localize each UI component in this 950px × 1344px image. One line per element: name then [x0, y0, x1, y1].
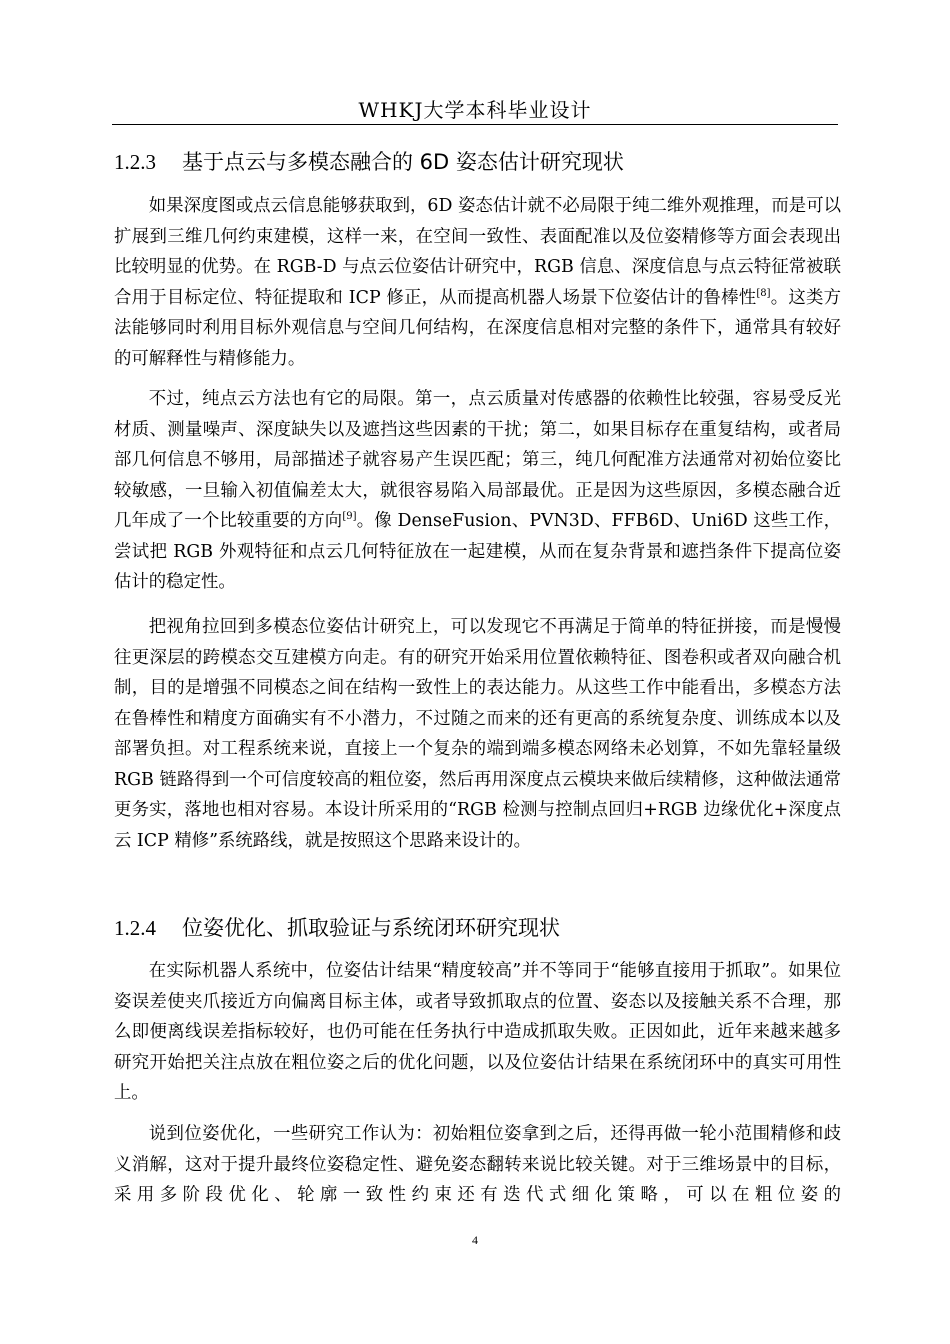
paragraph: 不过，纯点云方法也有它的局限。第一，点云质量对传感器的依赖性比较强，容易受反光材质、测量噪声、深度缺失以及遮挡这些因素的干扰；第二，如果目标存在重复结构，或者局部几何信息不够用，局部描述子就容易产生误匹配；第三，纯几何配准方法通常对初始位姿比较敏感，一旦输入初值偏差太大，就很容易陷入局部最优。正是因为这些原因，多模态融合近几年成了一个比较重要的方向[9]。像 DenseFusion、PVN3D、FFB6D、Uni6D 这些工作，尝试把 RGB 外观特征和点云几何特征放在一起建模，从而在复杂背景和遮挡条件下提高位姿估计的稳定性。	[114, 389, 841, 592]
citation: [8]	[756, 287, 771, 299]
section-title: 位姿优化、抓取验证与系统闭环研究现状	[182, 916, 560, 940]
page-header: WHKJ大学本科毕业设计	[358, 98, 592, 122]
page-number: 4	[472, 1233, 478, 1247]
paragraph: 如果深度图或点云信息能够获取到，6D 姿态估计就不必局限于纯二维外观推理，而是可以扩展到三维几何约束建模，这样一来，在空间一致性、表面配准以及位姿精修等方面会表现出比较明显的优势。在 RGB-D 与点云位姿估计研究中，RGB 信息、深度信息与点云特征常被联合用于目标定位、特征提取和 ICP 修正，从而提高机器人场景下位姿估计的鲁棒性[8]。这类方法能够同时利用目标外观信息与空间几何结构，在深度信息相对完整的条件下，通常具有较好的可解释性与精修能力。	[114, 196, 841, 369]
paragraph: 说到位姿优化，一些研究工作认为：初始粗位姿拿到之后，还得再做一轮小范围精修和歧义消解，这对于提升最终位姿稳定性、避免姿态翻转来说比较关键。对于三维场景中的目标，采用多阶段优化、轮廓一致性约束还有迭代式细化策略，可以在粗位姿的	[114, 1124, 841, 1205]
section-heading	[114, 913, 844, 943]
section-heading	[114, 147, 844, 177]
paragraph: 把视角拉回到多模态位姿估计研究上，可以发现它不再满足于简单的特征拼接，而是慢慢往更深层的跨模态交互建模方向走。有的研究开始采用位置依赖特征、图卷积或者双向融合机制，目的是增强不同模态之间在结构一致性上的表达能力。从这些工作中能看出，多模态方法在鲁棒性和精度方面确实有不小潜力，不过随之而来的还有更高的系统复杂度、训练成本以及部署负担。对工程系统来说，直接上一个复杂的端到端多模态网络未必划算，不如先靠轻量级 RGB 链路得到一个可信度较高的粗位姿，然后再用深度点云模块来做后续精修，这种做法通常更务实，落地也相对容易。本设计所采用的“RGB 检测与控制点回归+RGB 边缘优化+深度点云 ICP 精修”系统路线，就是按照这个思路来设计的。	[114, 617, 841, 851]
section-number: 1.2.4	[114, 916, 156, 940]
citation: [9]	[342, 511, 357, 523]
paragraph: 在实际机器人系统中，位姿估计结果“精度较高”并不等同于“能够直接用于抓取”。如果位姿误差使夹爪接近方向偏离目标主体，或者导致抓取点的位置、姿态以及接触关系不合理，那么即便离线误差指标较好，也仍可能在任务执行中造成抓取失败。正因如此，近年来越来越多研究开始把关注点放在粗位姿之后的优化问题，以及位姿估计结果在系统闭环中的真实可用性上。	[114, 961, 841, 1103]
section-number: 1.2.3	[114, 150, 156, 174]
section-title: 基于点云与多模态融合的 6D 姿态估计研究现状	[182, 150, 624, 174]
header-rule	[112, 124, 838, 125]
